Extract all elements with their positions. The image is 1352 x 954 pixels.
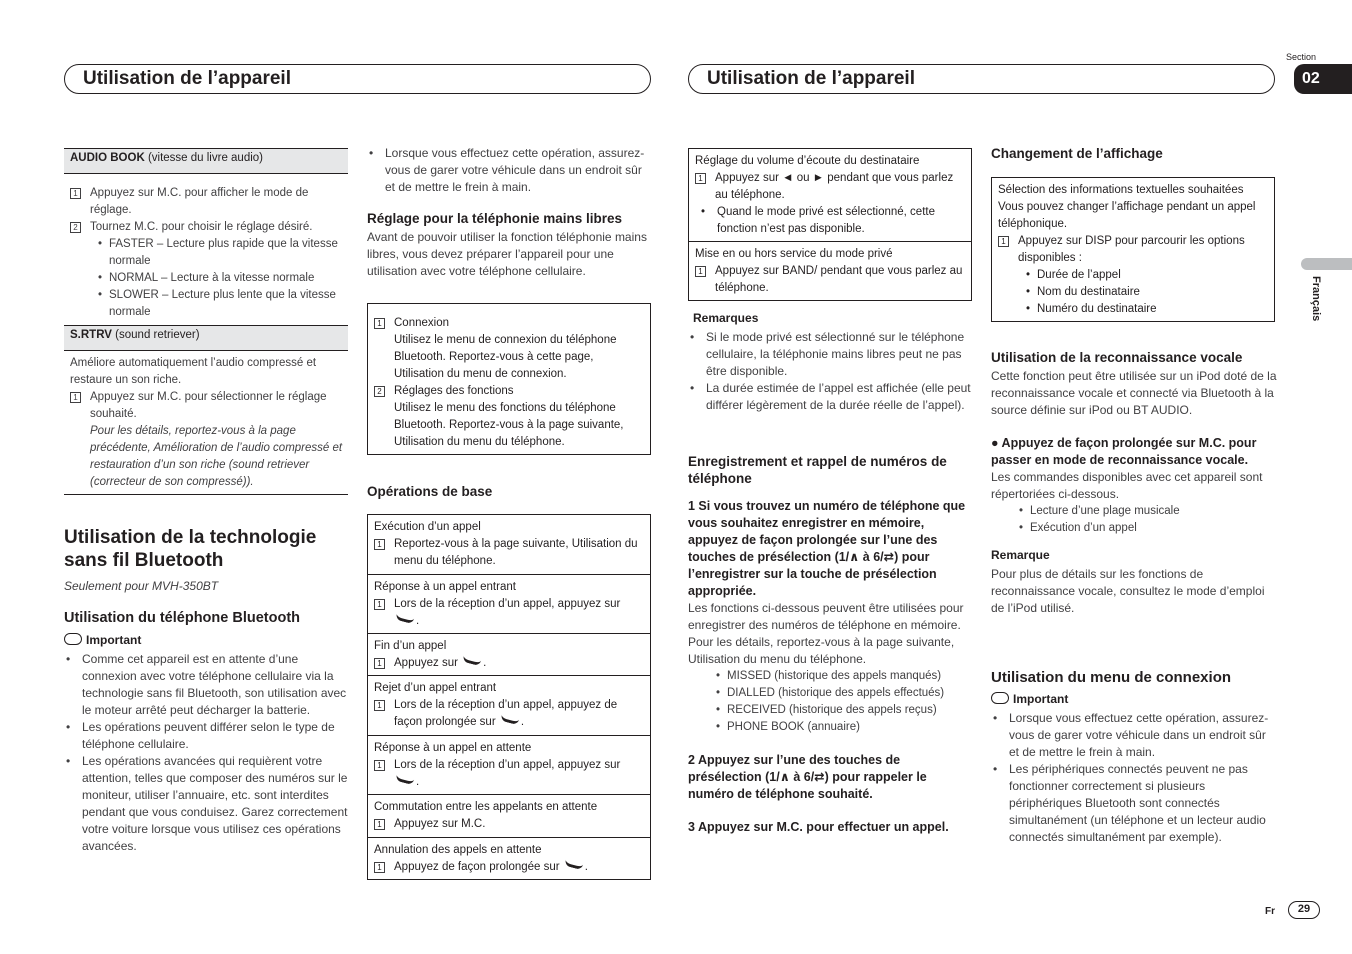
row-heading: Rejet d’un appel entrant — [374, 682, 497, 694]
display-option-3: • Numéro du destinataire — [998, 301, 1268, 318]
option-received: • RECEIVED (historique des appels reçus) — [688, 702, 973, 719]
phone-icon — [500, 713, 519, 725]
basic-ops-title: Opérations de base — [367, 484, 493, 499]
ab-step2: Tournez M.C. pour choisir le réglage désiré. — [90, 221, 313, 233]
row-heading: Fin d’un appel — [374, 640, 447, 652]
row-step: Appuyez sur M.C. — [394, 818, 486, 830]
row-note-text: • Quand le mode privé est sélectionné, cette fonction n’est pas disponible. — [699, 204, 965, 238]
parking-warning: • Lorsque vous effectuez cette opération, assurez-vous de garer votre véhicule dans un endroit sûr et de mettre le frein à main. — [367, 145, 651, 196]
remark-1: • Si le mode privé est sélectionné sur le téléphone cellulaire, la téléphonie mains libres peut ne pas être disponible. — [688, 329, 973, 380]
section-label: Section — [1286, 52, 1317, 62]
bt-section — [64, 526, 348, 855]
store-step1-text: Les fonctions ci-dessous peuvent être utilisées pour enregistrer des numéros de téléphone en mémoire. Pour les détails, reportez-vous à la page suivante, Utilisation du menu du téléphone. — [688, 601, 964, 666]
audiobook-steps — [70, 185, 342, 321]
table-row — [368, 736, 650, 795]
important-icon — [991, 692, 1009, 704]
box1-step1: Connexion — [394, 317, 449, 329]
step-item: 1 Reportez-vous à la page suivante, Utilisation du menu du téléphone. — [374, 536, 644, 570]
remarks-title: Remarques — [693, 311, 759, 325]
srtrv-note: (sound retriever) — [115, 329, 200, 341]
section-number: 02 — [1294, 64, 1352, 94]
connection-section — [991, 668, 1277, 846]
important-icon — [64, 633, 82, 645]
voice-section — [991, 349, 1277, 617]
row-heading: Commutation entre les appelants en attente — [374, 801, 598, 813]
bt-title: Utilisation de la technologie sans fil Bluetooth — [64, 527, 317, 571]
divider — [64, 494, 348, 495]
left-header — [64, 64, 651, 94]
important-item-3: • Les opérations avancées qui requièrent votre attention, telles que composer des numéros sur le moniteur, utiliser l’annuaire, etc. sont interdites pendant que vous conduisez. Garez correctement votre voiture lorsque vous utilisez ces opérations avancées. — [64, 753, 348, 855]
srtrv-more: Pour les détails, reportez-vous à la page précédente, Amélioration de l’audio compressé et restauration d’un son riche (sound retriever (correcteur de son compressé)). — [90, 425, 343, 488]
table-row — [368, 676, 650, 736]
display-box-text: Sélection des informations textuelles souhaitées Vous pouvez changer l’affichage pendant un appel téléphonique. — [998, 184, 1256, 230]
important-heading — [991, 691, 1277, 708]
voice-step: ● Appuyez de façon prolongée sur M.C. pour passer en mode de reconnaissance vocale. — [991, 436, 1257, 467]
step-item: 1 Appuyez sur DISP pour parcourir les options disponibles : — [998, 233, 1268, 267]
page-number: 29 — [1288, 901, 1320, 919]
handsfree-text: Avant de pouvoir utiliser la fonction téléphonie mains libres, vous devez préparer l’appareil pour une utilisation avec votre téléphone cellulaire. — [367, 230, 647, 278]
important-label: Important — [1013, 692, 1069, 706]
handsfree-box — [367, 303, 651, 455]
row-heading: Exécution d’un appel — [374, 521, 481, 533]
important-label: Important — [86, 633, 142, 647]
step-item: 1 Appuyez sur M.C. pour sélectionner le réglage souhaité. — [70, 389, 344, 423]
table-row — [689, 242, 971, 301]
row-heading: Mise en ou hors service du mode privé — [695, 248, 893, 260]
srtrv-desc: Améliore automatiquement l’audio compressé et restaure un son riche. — [70, 357, 317, 386]
table-row — [368, 634, 650, 676]
remark-text: Pour plus de détails sur les fonctions de reconnaissance vocale, consultez le mode d’emploi de l’iPod utilisé. — [991, 567, 1265, 615]
volume-privacy-table — [688, 148, 972, 301]
connection-title: Utilisation du menu de connexion — [991, 669, 1232, 686]
srtrv-step1: Appuyez sur M.C. pour sélectionner le réglage souhaité. — [90, 391, 327, 420]
row-step: Lors de la réception d’un appel, appuyez sur — [394, 759, 621, 771]
option-faster: • FASTER – Lecture plus rapide que la vitesse normale — [70, 236, 342, 270]
row-note — [695, 204, 965, 238]
box1-step2-text: Utilisez le menu des fonctions du téléphone Bluetooth. Reportez-vous à la page suivante, Utilisation du menu du téléphone. — [394, 402, 624, 448]
store-section — [688, 453, 973, 836]
audiobook-label: AUDIO BOOK — [70, 152, 145, 164]
right-header-title: Utilisation de l’appareil — [707, 68, 915, 89]
store-title: Enregistrement et rappel de numéros de téléphone — [688, 454, 947, 486]
table-row — [689, 149, 971, 242]
display-title: Changement de l’affichage — [991, 146, 1163, 161]
table-row — [368, 838, 650, 881]
connection-item-1: • Lorsque vous effectuez cette opération, assurez-vous de garer votre véhicule dans un endroit sûr et de mettre le frein à main. — [991, 710, 1277, 761]
connection-item-2: • Les périphériques connectés peuvent ne pas fonctionner correctement si plusieurs périphériques Bluetooth sont connectés simultanément (un téléphone et un lecteur audio connectés simultanément par exemple). — [991, 761, 1277, 846]
audiobook-note: (vitesse du livre audio) — [147, 152, 264, 164]
display-option-1: • Durée de l’appel — [998, 267, 1268, 284]
remark-2: • La durée estimée de l’appel est affichée (elle peut différer légèrement de la durée réelle de l’appel). — [688, 380, 973, 414]
row-step: Lors de la réception d’un appel, appuyez sur — [394, 598, 621, 610]
step-item: 1 Lors de la réception d’un appel, appuyez sur . — [374, 596, 644, 630]
box1-step1-text: Utilisez le menu de connexion du téléphone Bluetooth. Reportez-vous à cette page, Utilisation du menu de connexion. — [394, 334, 617, 380]
row-step: Appuyez sur ◄ ou ► pendant que vous parlez au téléphone. — [715, 172, 954, 201]
option-normal: • NORMAL – Lecture à la vitesse normale — [70, 270, 342, 287]
step-item: 1 Lors de la réception d’un appel, appuyez sur . — [374, 757, 644, 791]
row-step: Reportez-vous à la page suivante, Utilisation du menu du téléphone. — [394, 538, 638, 567]
important-item-1: • Comme cet appareil est en attente d’une connexion avec votre téléphone cellulaire via la technologie sans fil Bluetooth, son utilisation avec le moteur arrêté peut décharger la batterie. — [64, 651, 348, 719]
row-heading: Réponse à un appel entrant — [374, 581, 516, 593]
row-step: Lors de la réception d’un appel, appuyez de façon prolongée sur — [394, 699, 618, 728]
option-dialled: • DIALLED (historique des appels effectués) — [688, 685, 973, 702]
option-missed: • MISSED (historique des appels manqués) — [688, 668, 973, 685]
srtrv-bar — [64, 325, 348, 351]
voice-command-1: • Lecture d’une plage musicale — [991, 503, 1277, 520]
phone-icon — [564, 858, 583, 870]
remarks — [688, 310, 973, 414]
option-phonebook: • PHONE BOOK (annuaire) — [688, 719, 973, 736]
voice-command-2: • Exécution d’un appel — [991, 520, 1277, 537]
voice-text: Cette fonction peut être utilisée sur un iPod doté de la reconnaissance vocale et connecté via Bluetooth à la source définie sur iPod ou BT AUDIO. — [991, 369, 1277, 417]
phone-icon — [462, 654, 481, 666]
step-item: 2 Tournez M.C. pour choisir le réglage désiré. — [70, 219, 342, 236]
table-row — [368, 795, 650, 838]
row-heading: Réponse à un appel en attente — [374, 742, 532, 754]
display-box — [991, 177, 1275, 322]
col2-top — [367, 145, 651, 280]
step-item: 1 Appuyez sur M.C. pour afficher le mode de réglage. — [70, 185, 342, 219]
option-slower: • SLOWER – Lecture plus lente que la vitesse normale — [70, 287, 342, 321]
step-item: 1 Appuyez sur M.C. — [374, 816, 644, 833]
ab-step1: Appuyez sur M.C. pour afficher le mode de réglage. — [90, 187, 309, 216]
phone-title: Utilisation du téléphone Bluetooth — [64, 610, 301, 626]
phone-icon — [395, 612, 414, 624]
footer-lang: Fr — [1265, 906, 1275, 917]
important-heading — [64, 632, 348, 649]
audiobook-bar — [64, 148, 348, 174]
row-step: Appuyez de façon prolongée sur — [394, 861, 560, 873]
step-item: 1 Connexion — [374, 315, 644, 332]
bt-only: Seulement pour MVH-350BT — [64, 579, 219, 593]
left-header-title: Utilisation de l’appareil — [83, 68, 291, 89]
language-label: Français — [1310, 276, 1322, 322]
basic-ops-table — [367, 514, 651, 880]
voice-title: Utilisation de la reconnaissance vocale — [991, 350, 1243, 365]
handsfree-title: Réglage pour la téléphonie mains libres — [367, 211, 623, 226]
store-step1: 1 Si vous trouvez un numéro de téléphone que vous souhaitez enregistrer en mémoire, appuyez de façon prolongée sur l’une des touches de présélection (1/∧ à 6/⇄) pour l’enregistrer sur la touche de présélection appropriée. — [688, 499, 966, 598]
step-item: 1 Appuyez de façon prolongée sur . — [374, 859, 644, 876]
row-step: Appuyez sur — [394, 657, 458, 669]
right-header — [688, 64, 1275, 94]
language-tab — [1301, 258, 1352, 270]
step-item: 1 Appuyez sur . — [374, 655, 644, 672]
row-heading: Réglage du volume d’écoute du destinataire — [695, 155, 920, 167]
step-item: 1 Appuyez sur ◄ ou ► pendant que vous parlez au téléphone. — [695, 170, 965, 204]
store-step2: 2 Appuyez sur l’une des touches de présélection (1/∧ à 6/⇄) pour rappeler le numéro de téléphone souhaité. — [688, 753, 927, 801]
store-step3: 3 Appuyez sur M.C. pour effectuer un appel. — [688, 820, 949, 834]
table-row — [368, 515, 650, 575]
step-item: 1 Lors de la réception d’un appel, appuyez de façon prolongée sur . — [374, 697, 644, 731]
srtrv-label: S.RTRV — [70, 329, 112, 341]
table-row — [368, 575, 650, 634]
voice-commands: Les commandes disponibles avec cet appareil sont répertoriées ci-dessous. — [991, 470, 1263, 501]
box1-step2: Réglages des fonctions — [394, 385, 514, 397]
srtrv-body — [70, 355, 344, 491]
row-step: Appuyez sur BAND/ pendant que vous parlez au téléphone. — [715, 265, 963, 294]
step-item: 2 Réglages des fonctions — [374, 383, 644, 400]
row-heading: Annulation des appels en attente — [374, 844, 542, 856]
important-item-2: • Les opérations peuvent différer selon le type de téléphone cellulaire. — [64, 719, 348, 753]
remark-title: Remarque — [991, 548, 1050, 562]
step-item: 1 Appuyez sur BAND/ pendant que vous parlez au téléphone. — [695, 263, 965, 297]
phone-icon — [395, 773, 414, 785]
display-option-2: • Nom du destinataire — [998, 284, 1268, 301]
display-step: Appuyez sur DISP pour parcourir les options disponibles : — [1018, 235, 1245, 264]
